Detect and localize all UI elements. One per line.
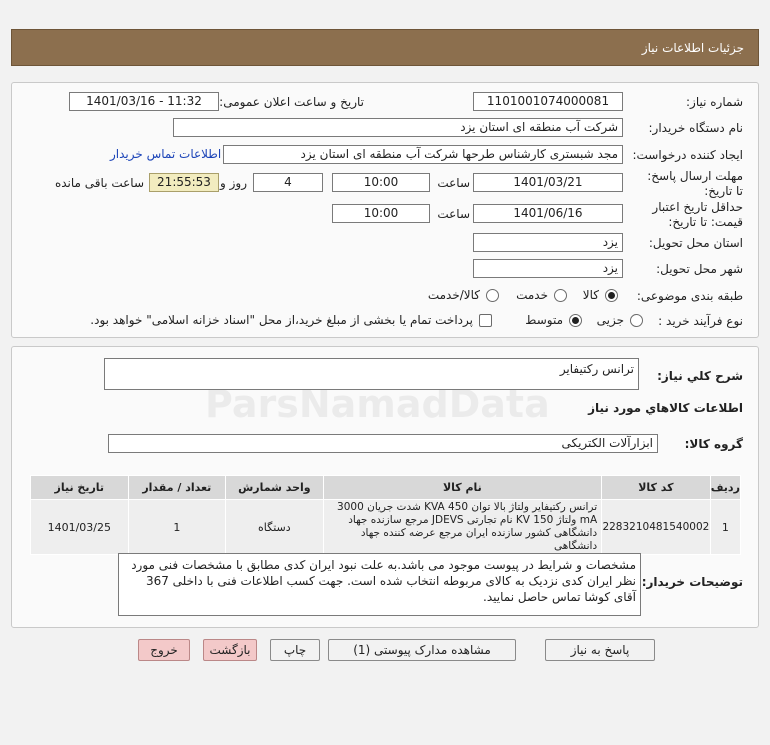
process-medium-label: متوسط xyxy=(525,313,563,327)
city-label: شهر محل تحویل: xyxy=(656,262,743,276)
buyer-org-field: شرکت آب منطقه ای استان یزد xyxy=(173,118,623,137)
deadline-date-field: 1401/03/21 xyxy=(473,173,623,192)
col-unit-header: واحد شمارش xyxy=(226,476,324,500)
city-field: یزد xyxy=(473,259,623,278)
col-qty-header: تعداد / مقدار xyxy=(128,476,226,500)
buyer-notes-text: مشخصات و شرایط در پیوست موجود می باشد.به علت نبود ایران کدی مطابق با مشخصات فنی مورد نظر ایران کدی نزدیک به کالای مربوطه انتخاب شده است. جهت کسب اطلاعات فنی با داخلی 367 آقای کوشا تماس حاصل نمایید. xyxy=(118,553,641,616)
row-name: ترانس رکتیفایر ولتاژ بالا توان 450 KVA شدت جریان 3000 mA ولتاژ 150 KV نام تجارتی JDEVS مرجع سازنده جهاد دانشگاهی کشور سازنده ایران مرجع عرضه کننده جهاد دانشگاهی xyxy=(323,500,602,555)
category-goods-service-label: کالا/خدمت xyxy=(427,288,480,302)
summary-title-field: ترانس رکتیفایر xyxy=(104,358,639,390)
province-field: یزد xyxy=(473,233,623,252)
deadline-label: مهلت ارسال پاسخ: تا تاریخ: xyxy=(647,169,743,198)
col-name-header: نام کالا xyxy=(323,476,602,500)
price-validity-time-field: 10:00 xyxy=(332,204,430,223)
items-table xyxy=(30,475,741,555)
need-number-label: شماره نیاز: xyxy=(686,95,743,109)
buyer-contact-link[interactable]: اطلاعات تماس خریدار xyxy=(110,147,222,161)
price-validity-label: حداقل تاریخ اعتبار قیمت: تا تاریخ: xyxy=(652,200,743,229)
row-qty: 1 xyxy=(128,500,226,555)
goods-group-label: گروه کالا: xyxy=(684,437,743,451)
province-label: استان محل تحویل: xyxy=(648,236,743,250)
print-button[interactable]: چاپ xyxy=(270,639,320,661)
page-header xyxy=(11,29,759,66)
deadline-time-field: 10:00 xyxy=(332,173,430,192)
row-index: 1 xyxy=(710,500,740,555)
price-validity-date-field: 1401/06/16 xyxy=(473,204,623,223)
back-button[interactable]: بازگشت xyxy=(203,639,257,661)
category-goods-label: کالا xyxy=(582,288,599,302)
announce-field: 1401/03/16 - 11:32 xyxy=(69,92,219,111)
exit-button[interactable]: خروج xyxy=(138,639,190,661)
need-number-field: 1101001074000081 xyxy=(473,92,623,111)
remaining-time-field: 21:55:53 xyxy=(149,173,219,192)
days-field: 4 xyxy=(253,173,323,192)
col-index-header: ردیف xyxy=(710,476,740,500)
category-goods-service-radio[interactable] xyxy=(486,289,499,302)
goods-info-heading: اطلاعات کالاهاي مورد نياز xyxy=(588,401,743,415)
process-minor-radio[interactable] xyxy=(630,314,643,327)
days-label: روز و xyxy=(220,176,247,190)
deadline-time-label: ساعت xyxy=(437,176,470,190)
col-code-header: کد کالا xyxy=(602,476,710,500)
category-label: طبقه بندی موضوعی: xyxy=(636,289,743,303)
page-title: جزئیات اطلاعات نیاز xyxy=(641,41,744,55)
category-service-label: خدمت xyxy=(516,288,548,302)
goods-group-field: ابزارآلات الکتریکی xyxy=(108,434,658,453)
col-date-header: تاریخ نیاز xyxy=(31,476,129,500)
row-unit: دستگاه xyxy=(226,500,324,555)
announce-label: تاریخ و ساعت اعلان عمومی: xyxy=(219,95,364,109)
process-label: نوع فرآیند خرید : xyxy=(658,314,743,328)
price-validity-time-label: ساعت xyxy=(437,207,470,221)
view-attachments-button[interactable]: مشاهده مدارک پیوستی (1) xyxy=(328,639,516,661)
treasury-payment-checkbox[interactable] xyxy=(479,314,492,327)
buyer-org-label: نام دستگاه خریدار: xyxy=(648,121,743,135)
requester-field: مجد شبستری کارشناس طرحها شرکت آب منطقه ای استان یزد xyxy=(223,145,623,164)
category-service-radio[interactable] xyxy=(554,289,567,302)
table-row xyxy=(31,500,741,555)
process-minor-label: جزیی xyxy=(596,313,624,327)
items-table-header xyxy=(31,476,741,500)
reply-button[interactable]: پاسخ به نیاز xyxy=(545,639,655,661)
requester-label: ایجاد کننده درخواست: xyxy=(632,148,743,162)
buyer-notes-label: توضیحات خریدار: xyxy=(641,575,743,589)
row-date: 1401/03/25 xyxy=(31,500,129,555)
summary-title-label: شرح کلي نياز: xyxy=(657,369,743,383)
process-medium-radio[interactable] xyxy=(569,314,582,327)
treasury-payment-note: پرداخت تمام یا بخشی از مبلغ خرید،از محل "اسناد خزانه اسلامی" خواهد بود. xyxy=(90,313,473,327)
category-goods-radio[interactable] xyxy=(605,289,618,302)
remaining-label: ساعت باقی مانده xyxy=(54,176,144,190)
row-code: 2283210481540002 xyxy=(602,500,710,555)
